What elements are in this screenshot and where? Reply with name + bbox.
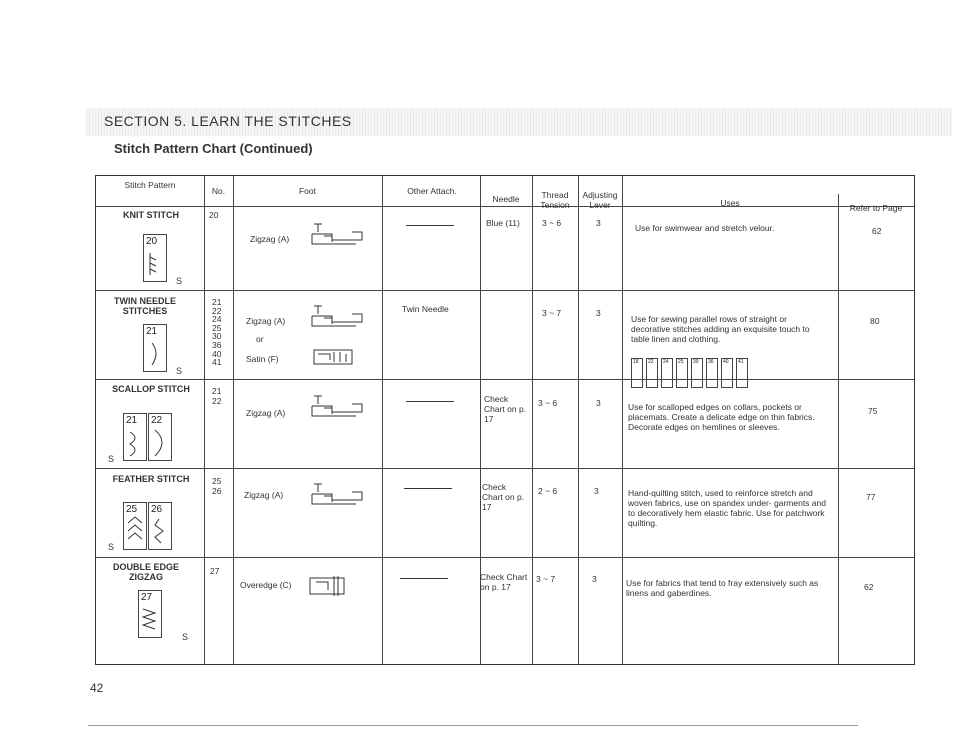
header-no: No.: [211, 186, 226, 196]
knit-pattern-icon: [144, 235, 166, 281]
stitch-icon-20: 20: [143, 234, 167, 282]
feather-pattern-icon: [124, 503, 146, 549]
header-refer: Refer to Page: [849, 203, 903, 213]
section-title: SECTION 5. LEARN THE STITCHES: [104, 113, 352, 129]
header-foot: Foot: [298, 186, 316, 196]
other-attachment: Twin Needle: [402, 304, 449, 314]
lever-value: 3: [592, 574, 597, 584]
chart-subtitle: Stitch Pattern Chart (Continued): [114, 141, 313, 156]
twin-needle-pattern-icon: [144, 325, 166, 371]
lever-value: 3: [594, 486, 599, 496]
tension-value: 3 ~ 7: [542, 308, 562, 318]
no-attachment-dash: [400, 578, 448, 579]
zigzag-foot-icon: [310, 482, 364, 508]
stitch-icon-21: 21: [143, 324, 167, 372]
tension-value: 3 ~ 6: [538, 398, 558, 408]
header-needle: Needle: [492, 194, 520, 204]
lever-value: 3: [596, 398, 601, 408]
lever-value: 3: [596, 218, 601, 228]
uses-text: Use for swimwear and stretch velour.: [635, 223, 775, 233]
no-attachment-dash: [406, 225, 454, 226]
pattern-numbers: 27: [210, 566, 220, 576]
uses-text: Use for scalloped edges on collars, pockets or placemats. Create a delicate edge on thin fabrics. Decorate edges on hemlines or sleeves.: [628, 402, 815, 432]
s-mark: S: [176, 366, 183, 376]
foot-or: or: [256, 334, 264, 344]
stitch-icon-27: 27: [138, 590, 162, 638]
refer-page: 75: [868, 406, 878, 416]
pattern-numbers: 21 22 24 25 30 36 40 41: [212, 297, 222, 368]
pattern-name: FEATHER STITCH: [112, 474, 190, 484]
overedge-foot-icon: [308, 572, 352, 598]
needle-value: Check Chart on p. 17: [482, 482, 525, 512]
uses-text: Use for sewing parallel rows of straight or decorative stitches adding an exquisite touch to table linen and clothing.: [631, 314, 810, 344]
pattern-numbers: 25 26: [212, 476, 222, 496]
uses-text: Use for fabrics that tend to fray extensively such as linens and gaberdines.: [626, 578, 819, 598]
double-edge-zigzag-icon: [139, 591, 161, 637]
foot-name: Zigzag (A): [244, 490, 284, 500]
foot-name: Zigzag (A): [250, 234, 290, 244]
zigzag-foot-icon: [310, 222, 364, 248]
scallop-pattern-icon-2: [149, 414, 171, 460]
pattern-name: TWIN NEEDLE STITCHES: [114, 296, 176, 316]
header-other-attach: Other Attach.: [407, 186, 457, 196]
zigzag-foot-icon: [310, 304, 364, 330]
pattern-name: SCALLOP STITCH: [112, 384, 190, 394]
footer-rule: [88, 725, 858, 726]
pattern-numbers: 21 22: [212, 386, 222, 406]
page-number: 42: [90, 681, 104, 695]
no-attachment-dash: [404, 488, 452, 489]
tension-value: 3 ~ 6: [542, 218, 562, 228]
s-mark: S: [108, 454, 115, 464]
pattern-name: DOUBLE EDGE ZIGZAG: [112, 562, 179, 582]
pattern-numbers: 20: [209, 210, 219, 220]
needle-value: Check Chart on p. 17: [484, 394, 527, 424]
tension-value: 3 ~ 7: [536, 574, 556, 584]
feather-pattern-icon-2: [149, 503, 171, 549]
header-stitch-pattern: Stitch Pattern: [124, 180, 176, 190]
refer-page: 80: [870, 316, 880, 326]
stitch-icon-25: 25: [123, 502, 147, 550]
satin-foot-icon: [312, 346, 356, 368]
refer-page: 62: [872, 226, 882, 236]
stitch-icon-21: 21: [123, 413, 147, 461]
foot-name-2: Satin (F): [246, 354, 279, 364]
no-attachment-dash: [406, 401, 454, 402]
header-thread-tension: Thread Tension: [540, 190, 570, 210]
s-mark: S: [176, 276, 183, 286]
scallop-pattern-icon: [124, 414, 146, 460]
refer-page: 62: [864, 582, 874, 592]
pattern-name: KNIT STITCH: [123, 210, 179, 220]
lever-value: 3: [596, 308, 601, 318]
refer-page: 77: [866, 492, 876, 502]
s-mark: S: [182, 632, 189, 642]
needle-value: Check Chart on p. 17: [480, 572, 528, 592]
header-adjusting-lever: Adjusting Lever: [582, 190, 618, 210]
s-mark: S: [108, 542, 115, 552]
uses-text: Hand-quilting stitch, used to reinforce stretch and woven fabrics, use on spandex under- garments and to decoratively hem elastic fabric. Use for patchwork quilting.: [628, 488, 826, 528]
foot-name: Overedge (C): [240, 580, 292, 590]
foot-name: Zigzag (A): [246, 408, 286, 418]
foot-name: Zigzag (A): [246, 316, 286, 326]
stitch-icon-26: 26: [148, 502, 172, 550]
header-uses: Uses: [720, 198, 740, 208]
stitch-chart-table: Stitch Pattern No. Foot Other Attach. Needle Thread Tension Adjusting Lever Uses Refer to Page KNIT STITCH 20 S 20 Zigzag (A) Blue (11) 3 ~ 6 3 Use for swimwear and stretch velour. 62 TWIN NEEDLE STITCHES 21 S 21 22 24 25 30 36 40 41 Zigzag (A) or Satin (F) Twin Needle 3 ~ 7 3 Use for sewing parallel rows of straight or decorative stitches adding an exquisite touch to table linen and clothing. 80 18 22 24 25 30 36 40 41 SCALLOP STITCH 21 22 S 21 22 Zigzag (A) Check Chart on p. 17 3 ~ 6 3 Use for scalloped edges on collars, pockets or placemats. Create a delicate edge on thin fabrics. Decorate edges on hemlines or sleeves. 75 FEATHER STITCH 25 26 S 25 26 Zigzag (A) Check Chart on p. 17 2 ~ 6 3 Hand-quilting stitch, used to reinforce stretch and woven fabrics, use on spandex under- garments and to decoratively hem elastic fabric. Use for patchwork quilting. 77 DOUBLE EDGE ZIGZAG 27 S 27 Overedge (C) Check Chart on p. 17 3 ~ 7 3 Use for fabrics that tend to fray extensively such as linens and gaberdines. 62: [95, 175, 915, 665]
tension-value: 2 ~ 6: [538, 486, 558, 496]
needle-value: Blue (11): [486, 218, 520, 228]
stitch-icon-22: 22: [148, 413, 172, 461]
zigzag-foot-icon: [310, 394, 364, 420]
